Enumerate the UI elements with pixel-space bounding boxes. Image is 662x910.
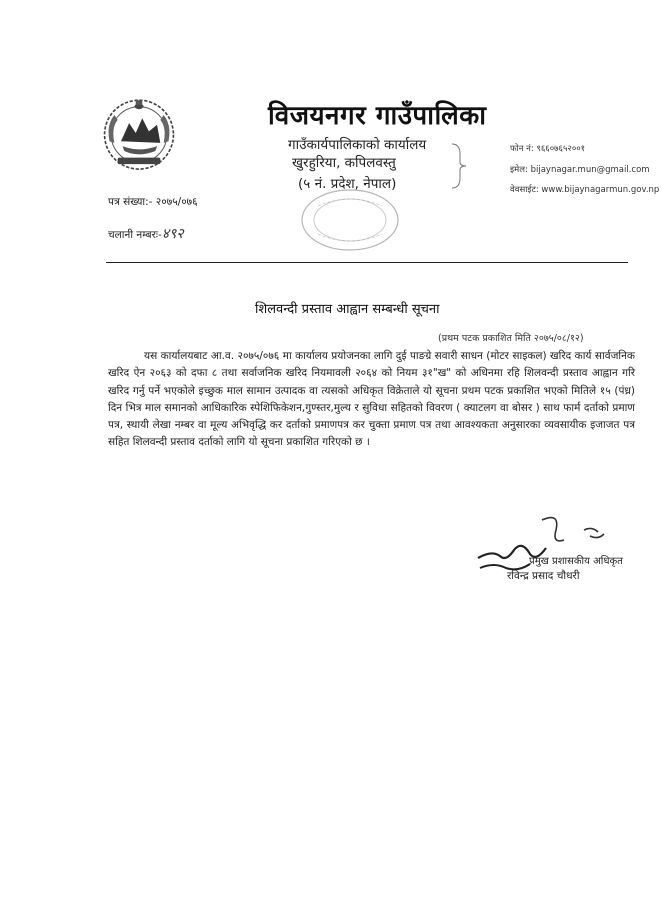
email-address: इमेल: bijaynagar.mun@gmail.com: [510, 165, 650, 175]
notice-body: [108, 348, 635, 452]
office-stamp-icon: [298, 186, 402, 256]
header-divider: [106, 262, 628, 263]
organization-name: विजयनगर गाउँपालिका: [268, 101, 487, 131]
office-address: खुरहुरिया, कपिलवस्तु: [292, 155, 396, 171]
publication-date: (प्रथम पटक प्रकाशित मिति २०७५/०८/१२): [438, 333, 584, 344]
dispatch-label: चलानी नम्बरः-: [108, 229, 162, 241]
notice-body-text: यस कार्यालयबाट आ.व. २०७५/०७६ मा कार्यालय प्रयोजनका लागि दुई पाङग्रे सवारी साधन (मोटर साइकल) खरिद कार्य सार्वजनिक खरिद ऐन २०६३ को दफा ८ तथा सर्वाजनिक खरिद नियमावली २०६४ को नियम ३१"ख" को अधिनमा रहि शिलवन्दी प्रस्ताव आह्वान गरि खरिद गर्नु पर्ने भएकोले इच्छुक माल सामान उत्पादक वा त्यसको अधिकृत विक्रेताले यो सूचना प्रथम पटक प्रकाशित भएको मितिले १५ (पंध्र) दिन भित्र माल समानको आधिकारिक स्पेशिफिकेशन,गुण्स्तर,मुल्य र सुविधा सहितको विवरण ( क्याटलग वा बोसर ) साथ फार्म दर्ताको प्रमाण पत्र, स्थायी लेखा नम्बर वा मूल्य अभिवृद्धि कर दर्ताको प्रमाणपत्र कर चुक्ता प्रमाण पत्र तथा आवश्यकता अनुसारका व्यवसायीक इजाजत पत्र सहित शिलवन्दी प्रस्ताव दर्ताको लागि यो सूचना प्रकाशित गरिएको छ ।: [108, 350, 635, 449]
brace-divider: [448, 142, 470, 190]
phone-number: फोन नं: ९६६०७६५२००१: [510, 144, 586, 154]
notice-subject: शिलवन्दी प्रस्ताव आह्वान सम्बन्धी सूचना: [255, 302, 440, 317]
dispatch-number-row: [108, 224, 184, 243]
office-name: गाउँकार्यपालिकाको कार्यालय: [288, 137, 427, 153]
website-url: वेवसाईट: www.bijaynagarmun.gov.np: [510, 185, 660, 195]
signatory-title: प्रमुख प्रशासकीय अधिकृत: [529, 556, 623, 567]
nepal-emblem-icon: [98, 92, 180, 174]
office-province: (५ नं. प्रदेश, नेपाल): [298, 176, 397, 192]
signatory-name: रविन्द्र प्रसाद चौधरी: [507, 570, 580, 582]
dispatch-number: ४९२: [161, 226, 184, 242]
reference-number: पत्र संख्या:- २०७५/०७६: [108, 196, 198, 208]
